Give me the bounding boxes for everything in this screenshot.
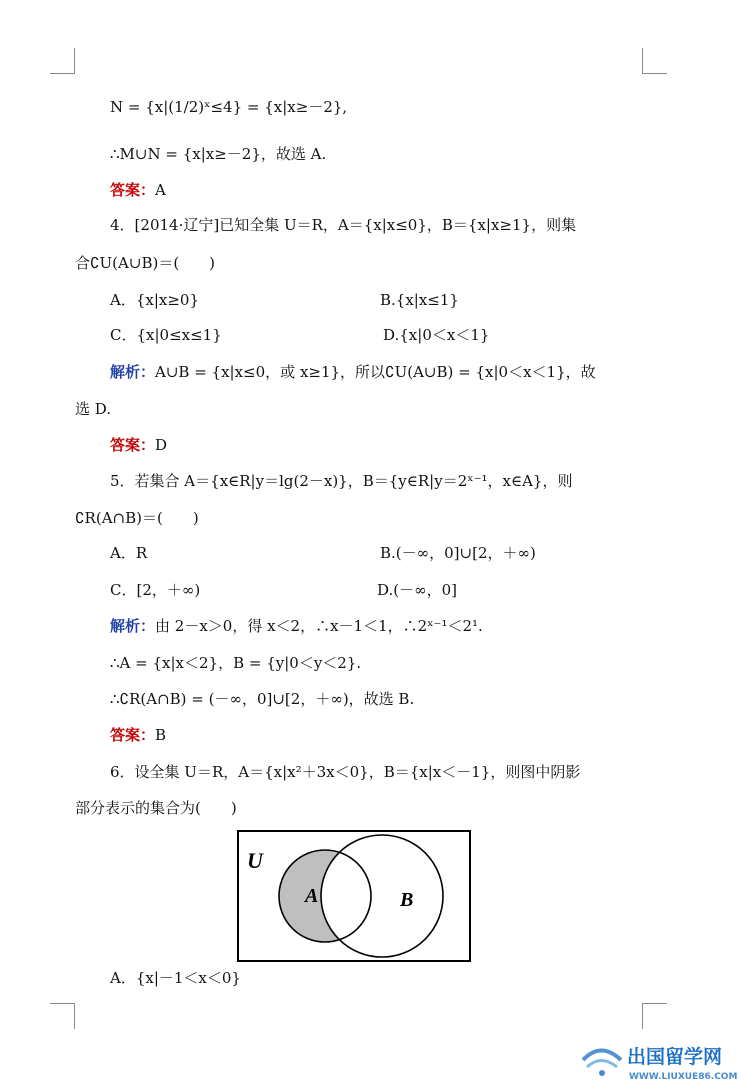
q5-answer (110, 725, 166, 745)
q4-stem-line-2: 合∁U(A∪B)＝( ) (75, 254, 216, 272)
q5-stem-line-2: ∁R(A∩B)＝( ) (75, 509, 199, 527)
answer-label: 答案： (110, 181, 156, 199)
q5-stem-line-1: 5．若集合 A＝{x∈R|y＝lg(2－x)}，B＝{y∈R|y＝2ˣ⁻¹，x∈A}，则 (110, 472, 573, 490)
answer-value: B (155, 726, 167, 744)
crop-mark-bottom-right (642, 1003, 667, 1029)
q4-option-a: A．{x|x≥0} (110, 291, 200, 309)
answer-value: D (155, 436, 168, 454)
answer-label: 答案： (110, 436, 156, 454)
analysis-text: 由 2－x＞0，得 x＜2，∴x－1＜1，∴2ˣ⁻¹＜2¹. (155, 617, 483, 635)
q4-option-b: B.{x|x≤1} (380, 291, 459, 309)
q5-analysis-line-3: ∴∁R(A∩B) = (－∞，0]∪[2，＋∞)，故选 B. (110, 690, 415, 708)
site-watermark (575, 1027, 741, 1086)
watermark-logo-icon (583, 1051, 621, 1077)
q5-option-c: C．[2，＋∞) (110, 581, 201, 599)
q5-analysis-line-1 (110, 616, 483, 636)
crop-mark-top-left (50, 48, 75, 74)
q5-analysis-line-2: ∴A = {x|x＜2}，B = {y|0＜y＜2}. (110, 654, 362, 672)
q5-option-d: D.(－∞，0] (377, 581, 458, 599)
q6-option-a: A．{x|－1＜x＜0} (110, 969, 241, 987)
crop-mark-bottom-left (50, 1003, 75, 1029)
venn-label-a: A (305, 885, 319, 907)
q4-answer (110, 435, 167, 455)
q4-option-c: C．{x|0≤x≤1} (110, 326, 222, 344)
answer-value: A (155, 181, 166, 199)
q4-analysis-line-1 (110, 362, 596, 382)
continuation-line-2: ∴M∪N = {x|x≥－2}，故选 A. (110, 145, 327, 163)
crop-mark-top-right (642, 48, 667, 74)
venn-label-b: B (400, 889, 414, 911)
q4-stem-line-1: 4．[2014·辽宁]已知全集 U＝R，A＝{x|x≤0}，B＝{x|x≥1}，则集 (110, 216, 577, 234)
watermark-url: WWW.LIUXUE86.COM (629, 1072, 738, 1082)
q4-option-d: D.{x|0＜x＜1} (383, 326, 490, 344)
analysis-label: 解析： (110, 617, 156, 635)
watermark-title: 出国留学网 (627, 1046, 723, 1068)
q6-stem-line-2: 部分表示的集合为( ) (75, 799, 237, 817)
answer-label: 答案： (110, 726, 156, 744)
analysis-label: 解析： (110, 363, 156, 381)
continuation-answer (110, 180, 166, 200)
q5-option-a: A．R (110, 544, 148, 562)
venn-diagram (237, 830, 471, 962)
q4-analysis-line-2: 选 D. (75, 400, 112, 418)
q6-stem-line-1: 6．设全集 U＝R，A＝{x|x²＋3x＜0}，B＝{x|x＜－1}，则图中阴影 (110, 763, 581, 781)
analysis-text: A∪B = {x|x≤0，或 x≥1}，所以∁U(A∪B) = {x|0＜x＜1}，故 (155, 363, 596, 381)
q5-option-b: B.(－∞，0]∪[2，＋∞) (380, 544, 536, 562)
continuation-line-1: N = {x|(1/2)ˣ≤4} = {x|x≥－2}, (110, 98, 348, 116)
venn-label-u: U (247, 848, 263, 873)
